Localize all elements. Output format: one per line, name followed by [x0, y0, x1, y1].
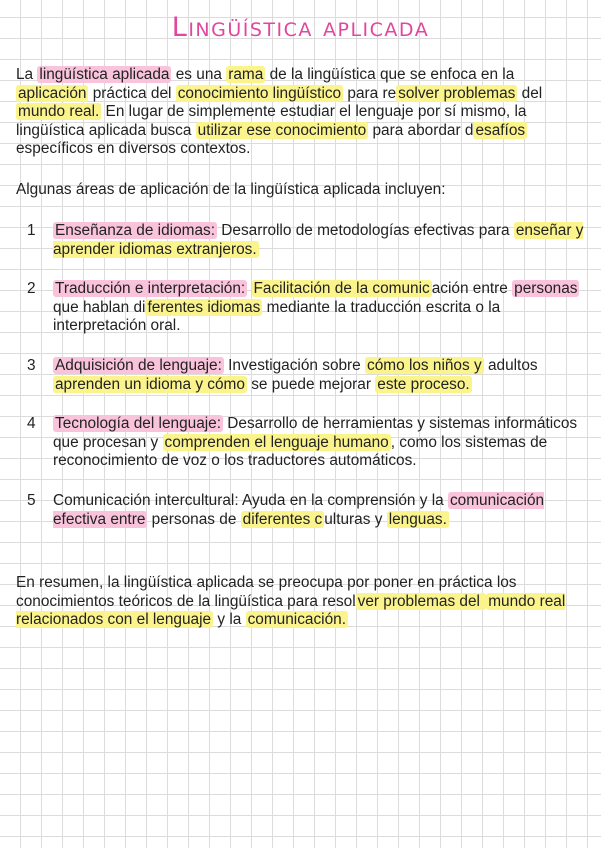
text-segment: ulturas y — [324, 510, 387, 528]
highlight-yellow: ver problemas del — [357, 592, 485, 610]
text-segment — [247, 280, 251, 297]
item-text — [53, 357, 538, 393]
highlight-pink: comunicación efectiva entre — [53, 491, 545, 528]
areas-intro-paragraph — [16, 181, 586, 200]
highlight-yellow: cómo los niños y — [367, 356, 482, 374]
text-segment: para re — [343, 84, 397, 102]
list-item — [0, 357, 593, 394]
text-segment: del — [517, 84, 543, 102]
page-title: Lingüística aplicada — [171, 12, 430, 43]
highlight-yellow: comprenden el lenguaje humano — [164, 433, 389, 451]
item-text — [53, 280, 579, 334]
highlight-yellow: solver problemas — [398, 84, 516, 102]
text-segment: Algunas áreas de aplicación de la lingüística aplicada incluyen: — [16, 181, 446, 198]
text-segment: mediante la traducción escrita o la interpretación oral. — [53, 298, 501, 335]
text-segment: Desarrollo de metodologías efectivas para — [217, 222, 514, 239]
item-number: 4 — [27, 415, 36, 433]
highlight-yellow: enseñar y aprender idiomas extranjeros. — [53, 222, 584, 258]
text-segment: es una — [171, 66, 227, 83]
highlight-pink: Tecnología del lenguaje: — [55, 415, 222, 433]
application-areas-list — [0, 222, 601, 550]
highlight-yellow: ferentes idiomas — [147, 298, 261, 316]
text-segment: y la — [213, 611, 246, 629]
item-number: 5 — [27, 491, 36, 509]
highlight-pink: lingüística aplicada — [39, 66, 170, 83]
highlight-yellow: este proceso. — [377, 375, 470, 393]
text-segment: Desarrollo de herramientas y sistemas informáticos que procesan y — [53, 415, 578, 451]
text-segment: Comunicación intercultural: Ayuda en la comprensión y la — [53, 491, 448, 509]
item-text — [53, 222, 583, 258]
text-segment: adultos — [483, 356, 538, 374]
text-segment: práctica del — [88, 84, 176, 102]
text-segment: específicos en diversos contextos. — [16, 140, 251, 158]
highlight-pink: personas — [514, 280, 578, 298]
highlight-yellow: mundo real. — [18, 103, 100, 121]
list-item — [0, 415, 593, 471]
highlight-pink: Traducción e interpretación: — [55, 280, 246, 298]
highlight-yellow: lenguas. — [388, 510, 447, 528]
item-number: 3 — [27, 356, 36, 374]
text-segment: de la lingüística que se enfoca en la — [265, 66, 515, 83]
text-segment: En resumen, la lingüística aplicada se preocupa por poner en práctica los conocimientos teóricos de la lingüística para resol — [16, 574, 517, 610]
highlight-pink: Enseñanza de idiomas: — [55, 222, 215, 239]
highlight-yellow: aplicación — [18, 84, 87, 102]
list-item — [0, 280, 593, 336]
highlight-yellow: mundo real relacionados con el lenguaje — [16, 592, 566, 629]
highlight-yellow: comunicación. — [247, 611, 346, 629]
text-segment: La — [16, 66, 38, 83]
item-text — [53, 492, 544, 528]
highlight-yellow: diferentes c — [242, 510, 323, 528]
text-segment: Investigación sobre — [223, 356, 366, 374]
text-segment: que hablan di — [53, 298, 146, 316]
highlight-yellow: rama — [228, 66, 264, 83]
highlight-yellow: esafíos — [475, 121, 526, 139]
text-segment: personas de — [147, 510, 241, 528]
item-number: 2 — [27, 280, 36, 298]
text-segment: se puede mejorar — [246, 375, 376, 393]
summary-paragraph — [16, 574, 586, 630]
list-item — [0, 492, 593, 529]
text-segment: ación entre — [431, 280, 513, 298]
highlight-yellow: conocimiento lingüístico — [177, 84, 342, 102]
list-item — [0, 222, 593, 259]
highlight-yellow: utilizar ese conocimiento — [197, 121, 367, 139]
item-number: 1 — [27, 222, 36, 239]
text-segment: para abordar d — [368, 121, 474, 139]
item-text — [53, 415, 577, 469]
highlight-pink: Adquisición de lenguaje: — [55, 356, 222, 374]
highlight-yellow: Facilitación de la comunic — [253, 280, 430, 298]
intro-paragraph — [16, 66, 586, 159]
highlight-yellow: aprenden un idioma y cómo — [55, 375, 245, 393]
text-segment: En lugar de simplemente estudiar el lenguaje por sí mismo, la lingüística aplicada busca — [16, 103, 527, 139]
text-segment: , como los sistemas de reconocimiento de voz o los traductores automáticos. — [53, 433, 548, 470]
